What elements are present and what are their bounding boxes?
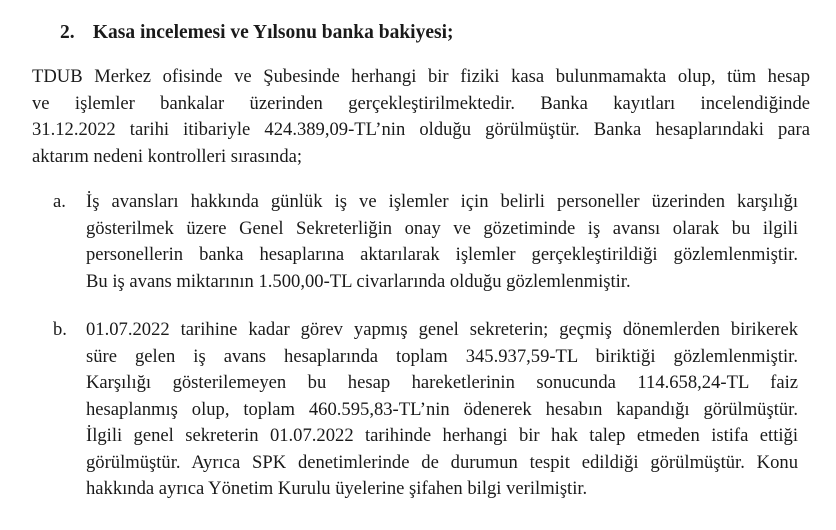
- list-item-b: [53, 317, 813, 517]
- list-item-line: personellerin banka hesaplarına aktarılarak işlemler gerçekleştirildiği gözlemlenmiştir.: [86, 244, 798, 265]
- list-item-label: b.: [53, 319, 67, 340]
- list-item-line: İlgili genel sekreterin 01.07.2022 tarihinde herhangi bir hak talep etmeden istifa ettiği: [86, 425, 798, 446]
- section-title: Kasa incelemesi ve Yılsonu banka bakiyesi;: [92, 22, 454, 43]
- list-item-label: a.: [53, 191, 66, 212]
- list-item-line: görülmüştür. Ayrıca SPK denetimlerinde de durumun tespit edildiği görülmüştür. Konu: [86, 451, 798, 473]
- intro-line: TDUB Merkez ofisinde ve Şubesinde herhangi bir fiziki kasa bulunmamakta olup, tüm hesap: [32, 66, 810, 87]
- intro-paragraph: [32, 64, 810, 170]
- list-item-body: [86, 317, 798, 503]
- list-item-line: gösterilmek üzere Genel Sekreterliğin onay ve gözetiminde iş avansı olarak bu ilgili: [86, 217, 798, 239]
- list-item-line: Karşılığı gösterilemeyen bu hesap hareketlerinin sonucunda 114.658,24-TL faiz: [86, 372, 798, 393]
- intro-line: aktarım nedeni kontrolleri sırasında;: [32, 145, 303, 167]
- list-item-line: İş avansları hakkında günlük iş ve işlemler için belirli personeller üzerinden karşılığı: [86, 191, 798, 212]
- intro-line: ve işlemler bankalar üzerinden gerçekleştirilmektedir. Banka kayıtları incelendiğinde: [32, 92, 810, 114]
- intro-line: 31.12.2022 tarihi itibariyle 424.389,09-TL’nin olduğu görülmüştür. Banka hesaplarındaki para: [32, 119, 810, 140]
- list-item-line: Bu iş avans miktarının 1.500,00-TL civarlarında olduğu gözlemlenmiştir.: [86, 270, 631, 292]
- section-heading: [60, 20, 453, 46]
- list-item-line: hakkında ayrıca Yönetim Kurulu üyelerine şifahen bilgi verilmiştir.: [86, 478, 588, 499]
- list-item-line: süre gelen iş avans hesaplarında toplam 345.937,59-TL biriktiği gözlemlenmiştir.: [86, 345, 798, 367]
- list-item-line: 01.07.2022 tarihine kadar görev yapmış genel sekreterin; geçmiş dönemlerden birikerek: [86, 319, 798, 340]
- list-item-body: [86, 189, 798, 295]
- list-item-a: [53, 189, 813, 299]
- section-number: 2.: [60, 22, 75, 43]
- list-item-line: hesaplanmış olup, toplam 460.595,83-TL’nin ödenerek hesabın kapandığı görülmüştür.: [86, 398, 798, 420]
